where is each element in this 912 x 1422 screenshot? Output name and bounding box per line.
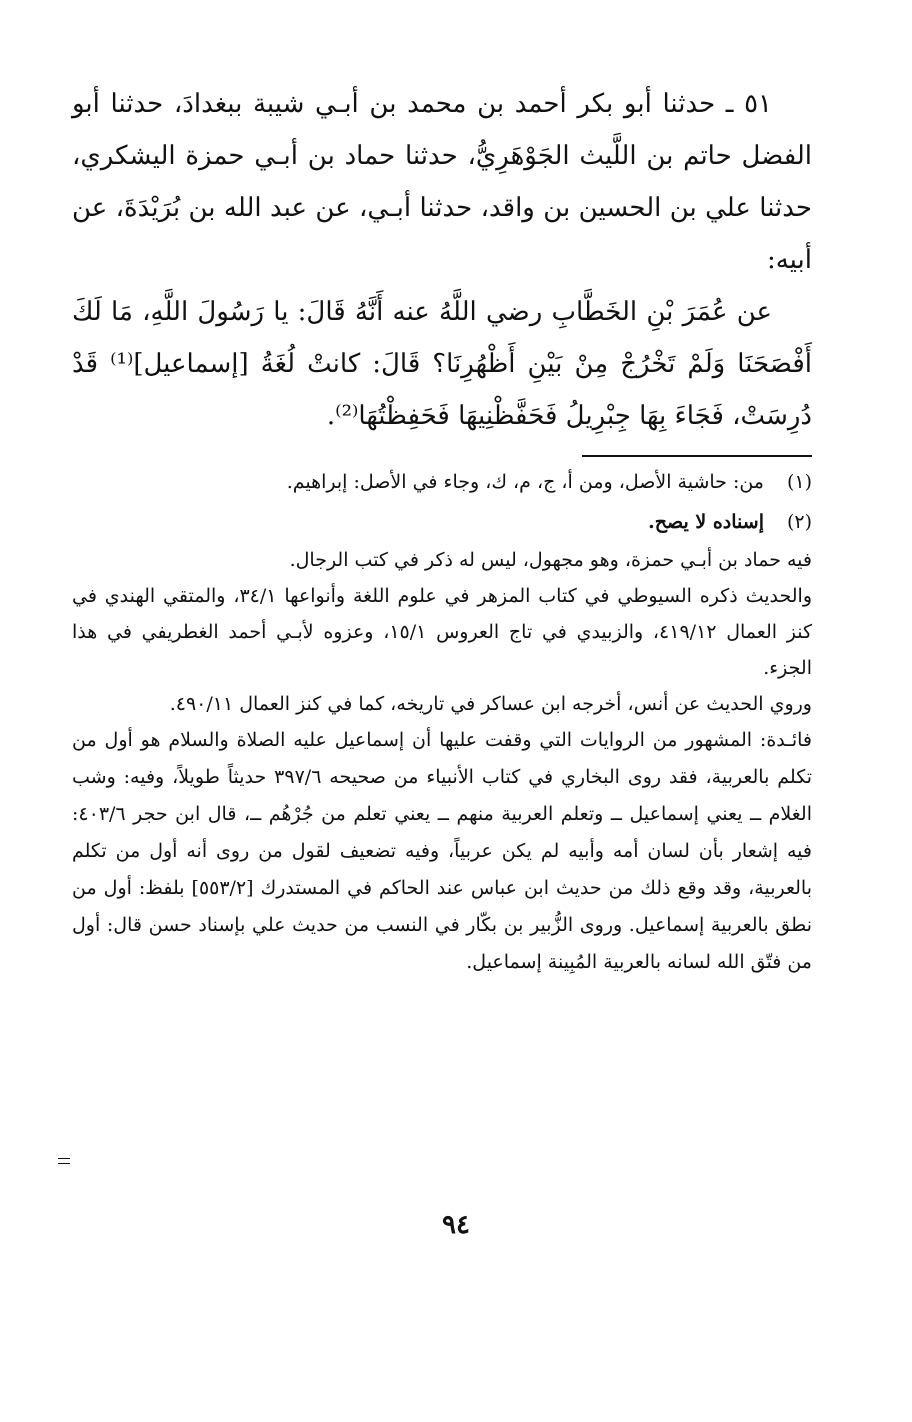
footnote-heading: إسناده لا يصح. xyxy=(648,511,764,533)
margin-mark xyxy=(58,1158,70,1164)
footnote-2 xyxy=(72,502,812,542)
faida-note: فائـدة: المشهور من الروايات التي وقفت عليها أن إسماعيل عليه الصلاة والسلام هو أول من تكلم بالعربية، فقد روى البخاري في كتاب الأنبياء من صحيحه ٣٩٧/٦ حديثاً طويلاً، وفيه: وشب الغلام ــ يعني إسماعيل ــ وتعلم العربية منهم ــ يعني تعلم من جُرْهُم ــ، قال ابن حجر ٤٠٣/٦: فيه إشعار بأن لسان أمه وأبيه لم يكن عربياً، وفيه تضعيف لقول من روى أنه أول من تكلم بالعربية، وقد وقع ذلك من حديث ابن عباس عند الحاكم في المستدرك [٥٥٣/٢] بلفظ: أول من نطق بالعربية إسماعيل. وروى الزُّبير بن بكّار في النسب من حديث علي بإسناد حسن قال: أول من فتّق الله لسانه بالعربية المُبِينة إسماعيل. xyxy=(72,729,812,973)
footnote-separator xyxy=(582,455,812,457)
footnote-2-line-3: وروي الحديث عن أنس، أخرجه ابن عساكر في تاريخه، كما في كنز العمال ٤٩٠/١١. xyxy=(169,693,812,715)
page-number: ٩٤ xyxy=(442,1210,470,1240)
footnote-number: (٢) xyxy=(786,511,812,533)
isnad-paragraph: ٥١ ـ حدثنا أبو بكر أحمد بن محمد بن أبـي شيبة ببغدادَ، حدثنا أبو الفضل حاتم بن اللَّيث الجَوْهَرِيُّ، حدثنا حماد بن أبـي حمزة اليشكري، حدثنا علي بن الحسين بن واقد، حدثنا أبـي، عن عبد الله بن بُرَيْدَةَ، عن أبيه: xyxy=(72,89,812,275)
footnote-2-line-1: فيه حماد بن أبـي حمزة، وهو مجهول، ليس له ذكر في كتب الرجال. xyxy=(289,549,812,571)
matn-paragraph: عن عُمَرَ بْنِ الخَطَّابِ رضي اللَّهُ عنه أَنَّهُ قَالَ: يا رَسُولَ اللَّهِ، مَا لَكَ أَفْصَحَنَا وَلَمْ تَخْرُجْ مِنْ بَيْنِ أَظْهُرِنَا؟ قَالَ: كانتْ لُغَةُ [إسماعيل]⁽¹⁾ قَدْ دُرِسَتْ، فَجَاءَ بِهَا جِبْرِيلُ فَحَفَّظْنِيهَا فَحَفِظْتُهَا⁽²⁾. xyxy=(72,297,812,431)
footnote-1 xyxy=(72,462,812,502)
hadith-text xyxy=(72,78,812,442)
footnotes xyxy=(72,462,812,981)
footnote-number: (١) xyxy=(786,471,812,493)
footnote-2-line-2: والحديث ذكره السيوطي في كتاب المزهر في علوم اللغة وأنواعها ٣٤/١، والمتقي الهندي في كنز العمال ٤١٩/١٢، والزبيدي في تاج العروس ١٥/١، وعزوه لأبـي أحمد الغطريفي في هذا الجزء. xyxy=(72,585,813,679)
footnote-text: من: حاشية الأصل، ومن أ، ج، م، ك، وجاء في الأصل: إبراهيم. xyxy=(286,471,764,493)
